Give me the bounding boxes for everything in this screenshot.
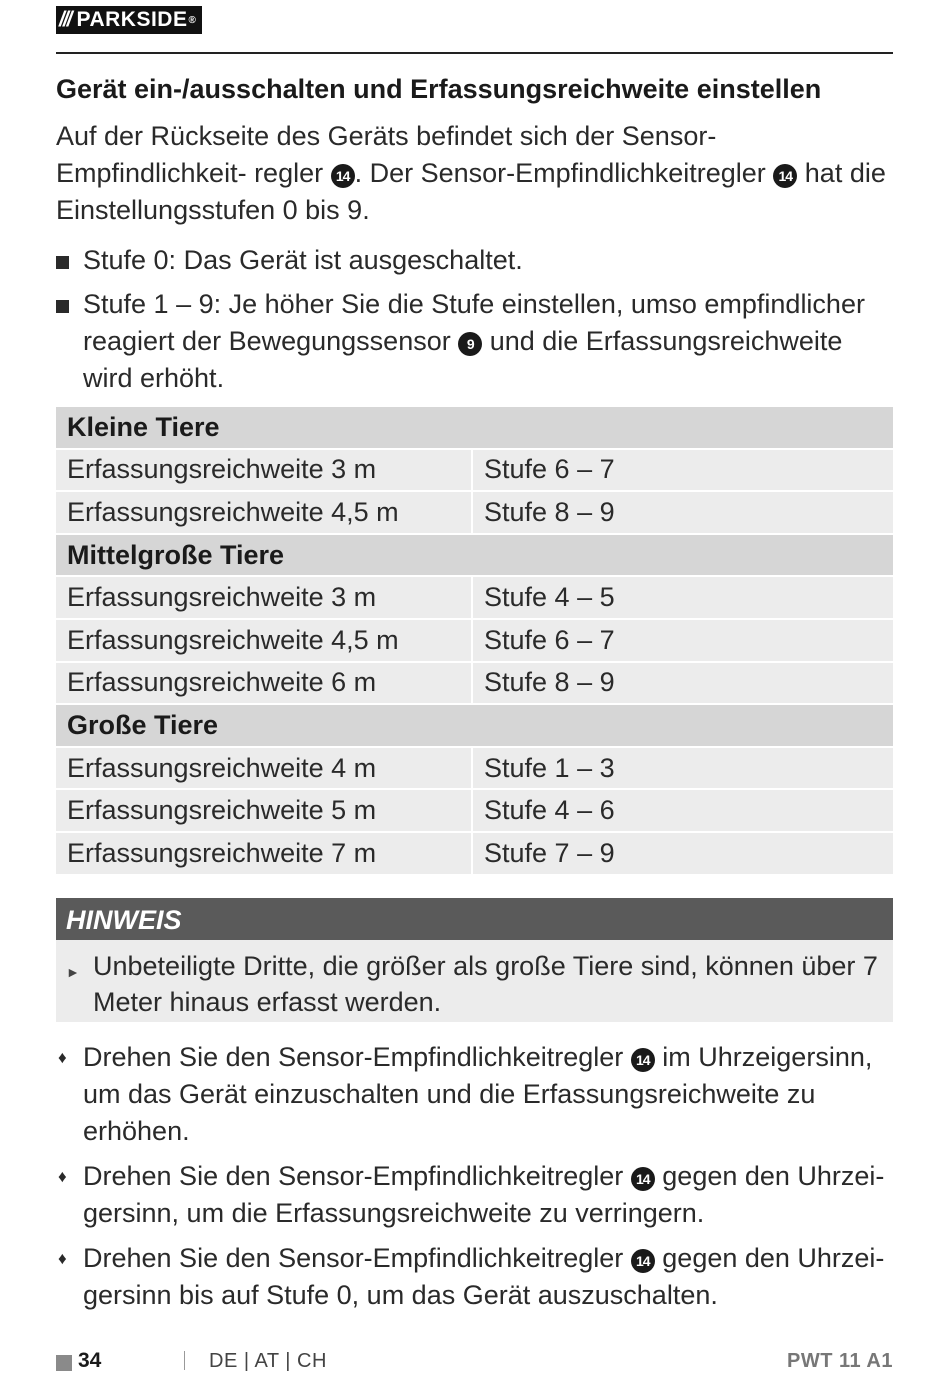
- instruction-text: gegen den Uhrzei- gersinn, um die Erfassungsreichweite zu verringern.: [83, 1161, 885, 1228]
- instruction-text: Drehen Sie den Sensor-Empfindlichkeitregler: [83, 1161, 631, 1191]
- range-cell: Erfassungsreichweite 4 m: [56, 748, 473, 789]
- level-item-text: Stufe 0: Das Gerät ist ausgeschaltet.: [83, 245, 523, 275]
- level-cell: Stufe 8 – 9: [473, 663, 893, 704]
- table-row: [56, 450, 893, 491]
- logo-slashes: ///: [59, 8, 71, 31]
- group-title: Mittelgroße Tiere: [56, 535, 893, 576]
- section-heading: Gerät ein-/ausschalten und Erfassungsreichweite einstellen: [56, 74, 822, 104]
- range-cell: Erfassungsreichweite 5 m: [56, 790, 473, 831]
- table-row: [56, 492, 893, 533]
- footer-divider: [184, 1351, 185, 1370]
- range-cell: Erfassungsreichweite 6 m: [56, 663, 473, 704]
- model-number: PWT 11 A1: [786, 1350, 893, 1372]
- group-title: Kleine Tiere: [56, 407, 893, 448]
- part-ref-badge: 14: [631, 1048, 655, 1072]
- instruction-text: im Uhrzeigersinn, um das Gerät einzuschalten und die Erfassungsreichweite zu erhöhen.: [83, 1042, 873, 1146]
- level-cell: Stufe 8 – 9: [473, 492, 893, 533]
- level-item-text: und die Erfassungsreichweite wird erhöht.: [83, 326, 843, 393]
- language-codes: DE | AT | CH: [209, 1350, 327, 1372]
- level-cell: Stufe 4 – 5: [473, 577, 893, 618]
- intro-text-3: hat die Einstellungsstufen 0 bis 9.: [56, 158, 886, 225]
- logo-brand: PARKSIDE: [76, 8, 188, 31]
- table-row: [56, 620, 893, 661]
- table-row: [56, 577, 893, 618]
- diamond-bullet-icon: ♦: [58, 1167, 67, 1186]
- level-cell: Stufe 4 – 6: [473, 790, 893, 831]
- note-header: HINWEIS: [56, 898, 893, 940]
- note-text: Unbeteiligte Dritte, die größer als große Tiere sind, können über 7 Meter hinaus erfasst werden.: [93, 951, 878, 1017]
- level-item: [56, 286, 896, 397]
- page-number: 34: [78, 1349, 102, 1372]
- table-row: [56, 748, 893, 789]
- part-ref-badge: 9: [458, 332, 482, 356]
- note-body: [56, 940, 893, 1022]
- instruction-text: Drehen Sie den Sensor-Empfindlichkeitregler: [83, 1042, 631, 1072]
- part-ref-badge: 14: [773, 164, 797, 188]
- instruction-item: [56, 1039, 896, 1150]
- level-cell: Stufe 6 – 7: [473, 450, 893, 491]
- table-row: [56, 663, 893, 704]
- instruction-text: gegen den Uhrzei- gersinn bis auf Stufe 0, um das Gerät auszuschalten.: [83, 1243, 885, 1310]
- instruction-text: Drehen Sie den Sensor-Empfindlichkeitregler: [83, 1243, 631, 1273]
- logo-registered: ®: [188, 14, 197, 26]
- instruction-item: [56, 1240, 896, 1314]
- diamond-bullet-icon: ♦: [58, 1048, 67, 1067]
- table-group-row: [56, 407, 893, 448]
- level-cell: Stufe 1 – 3: [473, 748, 893, 789]
- diamond-bullet-icon: ♦: [58, 1249, 67, 1268]
- level-item-text: Stufe 1 – 9: Je höher Sie die Stufe einstellen, umso empfindlicher reagiert der Bewegungssensor: [83, 289, 865, 356]
- range-cell: Erfassungsreichweite 7 m: [56, 833, 473, 874]
- parkside-logo: [56, 6, 202, 34]
- part-ref-badge: 14: [631, 1167, 655, 1191]
- page-footer: [56, 1349, 893, 1374]
- header-rule: [56, 52, 893, 54]
- level-cell: Stufe 7 – 9: [473, 833, 893, 874]
- table-group-row: [56, 535, 893, 576]
- instruction-item: [56, 1158, 896, 1232]
- part-ref-badge: 14: [331, 164, 355, 188]
- intro-text-1: Auf der Rückseite des Geräts befindet sich der Sensor-Empfindlichkeit- regler: [56, 121, 717, 188]
- part-ref-badge: 14: [631, 1249, 655, 1273]
- level-cell: Stufe 6 – 7: [473, 620, 893, 661]
- range-cell: Erfassungsreichweite 3 m: [56, 577, 473, 618]
- triangle-arrow-icon: ►: [66, 964, 80, 980]
- range-cell: Erfassungsreichweite 4,5 m: [56, 620, 473, 661]
- range-cell: Erfassungsreichweite 4,5 m: [56, 492, 473, 533]
- square-bullet-icon: [56, 256, 69, 269]
- square-bullet-icon: [56, 300, 69, 313]
- table-group-row: [56, 705, 893, 746]
- page-marker-icon: [56, 1355, 72, 1371]
- range-cell: Erfassungsreichweite 3 m: [56, 450, 473, 491]
- table-row: [56, 790, 893, 831]
- instruction-list: [56, 1039, 896, 1322]
- level-list: [56, 242, 896, 404]
- detection-range-table: [56, 405, 893, 876]
- intro-text-2: . Der Sensor-Empfindlichkeitregler: [354, 158, 774, 188]
- group-title: Große Tiere: [56, 705, 893, 746]
- level-item: [56, 242, 896, 279]
- table-row: [56, 833, 893, 874]
- intro-paragraph: [56, 118, 896, 229]
